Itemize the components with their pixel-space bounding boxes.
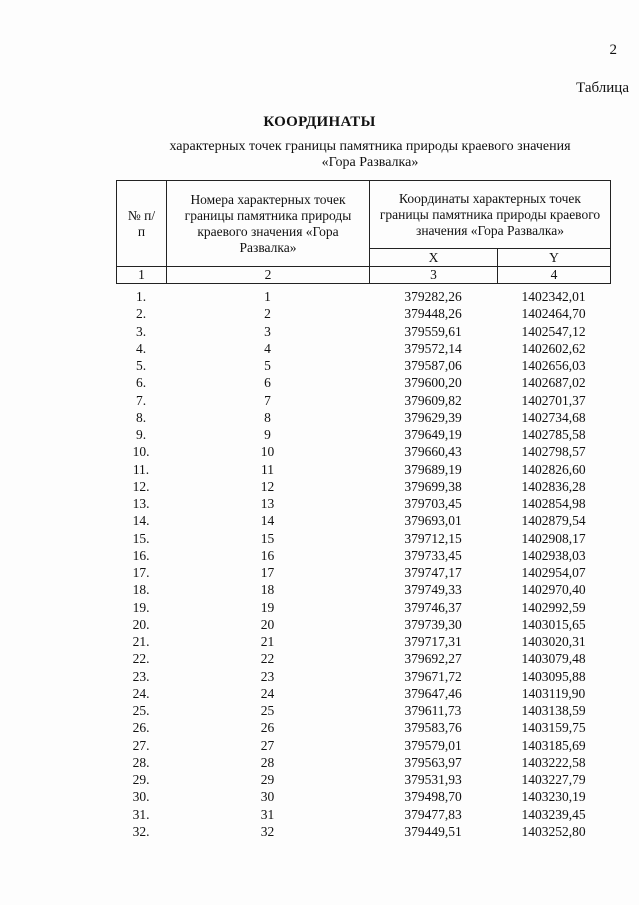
coord-y: 1403239,45 — [521, 806, 586, 822]
header-index-3: 3 — [370, 267, 498, 284]
point-number: 19 — [260, 599, 275, 615]
coord-y: 1402342,01 — [521, 289, 586, 304]
table-row — [116, 478, 610, 495]
table-row — [116, 357, 610, 374]
row-number: 1. — [135, 289, 147, 304]
coord-x: 379579,01 — [404, 737, 462, 753]
table-row — [116, 806, 610, 823]
coord-y: 1402854,98 — [521, 496, 586, 511]
row-number: 27. — [132, 737, 150, 753]
coord-x: 379629,39 — [404, 409, 462, 425]
point-number: 10 — [260, 444, 275, 460]
table-row — [116, 668, 610, 685]
point-number: 24 — [260, 685, 275, 701]
point-number: 31 — [260, 806, 275, 822]
page-number: 2 — [609, 42, 617, 58]
row-number: 22. — [132, 651, 150, 667]
row-number: 16. — [132, 547, 150, 563]
row-number: 7. — [135, 392, 147, 408]
coordinates-table-body — [116, 288, 610, 840]
coord-x: 379282,26 — [404, 289, 462, 304]
coord-x: 379448,26 — [404, 306, 462, 322]
point-number: 32 — [260, 823, 275, 839]
coord-y: 1403138,59 — [521, 703, 586, 718]
header-index-1: 1 — [117, 267, 167, 284]
coord-x: 379600,20 — [404, 375, 462, 391]
point-number: 20 — [260, 616, 275, 632]
point-number: 25 — [260, 703, 275, 718]
coord-x: 379647,46 — [404, 685, 462, 701]
table-row — [116, 374, 610, 391]
table-row — [116, 409, 610, 426]
header-x: X — [370, 249, 498, 267]
coord-y: 1403227,79 — [521, 772, 586, 787]
coord-x: 379712,15 — [404, 530, 462, 546]
point-number: 12 — [260, 478, 275, 494]
coord-y: 1402547,12 — [521, 323, 586, 339]
coord-x: 379699,38 — [404, 478, 462, 494]
coord-y: 1403252,80 — [521, 823, 586, 839]
row-number: 23. — [132, 668, 150, 684]
table-row — [116, 599, 610, 616]
coord-x: 379671,72 — [404, 668, 462, 684]
table-row — [116, 443, 610, 460]
point-number: 23 — [260, 668, 275, 684]
coord-y: 1402785,58 — [521, 427, 586, 442]
document-title: КООРДИНАТЫ — [263, 114, 376, 130]
table-row — [116, 288, 610, 305]
coord-y: 1402954,07 — [521, 565, 586, 580]
row-number: 28. — [132, 754, 150, 770]
row-number: 8. — [135, 409, 147, 425]
row-number: 14. — [132, 513, 150, 529]
coord-x: 379611,73 — [404, 703, 462, 718]
row-number: 9. — [135, 427, 147, 442]
coord-y: 1402798,57 — [521, 444, 586, 460]
row-number: 3. — [135, 323, 147, 339]
coord-y: 1402836,28 — [521, 478, 586, 494]
point-number: 7 — [264, 392, 271, 408]
coord-y: 1402602,62 — [521, 340, 586, 356]
point-number: 15 — [260, 530, 275, 546]
point-number: 17 — [260, 565, 275, 580]
row-number: 6. — [135, 375, 147, 391]
point-number: 28 — [260, 754, 275, 770]
point-number: 29 — [260, 772, 275, 787]
row-number: 29. — [132, 772, 150, 787]
coord-y: 1402701,37 — [521, 392, 586, 408]
table-row — [116, 650, 610, 667]
table-row — [116, 754, 610, 771]
row-number: 21. — [132, 634, 150, 649]
row-number: 5. — [135, 358, 147, 373]
row-number: 32. — [132, 823, 150, 839]
table-label: Таблица — [576, 80, 629, 96]
coord-y: 1403230,19 — [521, 789, 586, 805]
coord-x: 379498,70 — [404, 789, 462, 805]
header-col-number: № п/п — [117, 181, 167, 267]
table-row — [116, 564, 610, 581]
coord-y: 1403119,90 — [521, 685, 586, 701]
table-row — [116, 512, 610, 529]
point-number: 16 — [260, 547, 275, 563]
coord-y: 1403185,69 — [521, 737, 586, 753]
table-row — [116, 685, 610, 702]
coord-y: 1402656,03 — [521, 358, 586, 373]
coord-x: 379572,14 — [404, 340, 462, 356]
header-col-coordinates: Координаты характерных точек границы памятника природы краевого значения «Гора Развалка» — [370, 181, 611, 249]
row-number: 20. — [132, 616, 150, 632]
coord-x: 379649,19 — [404, 427, 462, 442]
point-number: 6 — [264, 375, 271, 391]
point-number: 11 — [261, 461, 274, 477]
coord-x: 379559,61 — [404, 323, 462, 339]
point-number: 3 — [264, 323, 271, 339]
coord-x: 379449,51 — [404, 823, 462, 839]
row-number: 10. — [132, 444, 150, 460]
coord-y: 1402938,03 — [521, 547, 586, 563]
table-row — [116, 495, 610, 512]
coord-y: 1402908,17 — [521, 530, 586, 546]
coord-x: 379692,27 — [404, 651, 462, 667]
point-number: 9 — [264, 427, 271, 442]
table-row — [116, 340, 610, 357]
table-row — [116, 392, 610, 409]
document-subtitle — [140, 139, 600, 171]
row-number: 24. — [132, 685, 150, 701]
row-number: 11. — [132, 461, 150, 477]
header-col-point-numbers: Номера характерных точек границы памятника природы краевого значения «Гора Развалка» — [167, 181, 370, 267]
subtitle-line-1: характерных точек границы памятника природы краевого значения — [169, 139, 571, 154]
point-number: 21 — [260, 634, 275, 649]
table-row — [116, 581, 610, 598]
subtitle-line-2: «Гора Развалка» — [321, 155, 419, 170]
header-index-4: 4 — [498, 267, 611, 284]
table-row — [116, 461, 610, 478]
coord-y: 1403095,88 — [521, 668, 586, 684]
coord-y: 1402992,59 — [521, 599, 586, 615]
coord-x: 379531,93 — [404, 772, 462, 787]
row-number: 26. — [132, 720, 150, 736]
row-number: 13. — [132, 496, 150, 511]
point-number: 30 — [260, 789, 275, 805]
coord-x: 379733,45 — [404, 547, 462, 563]
row-number: 15. — [132, 530, 150, 546]
coord-x: 379746,37 — [404, 599, 462, 615]
table-row — [116, 323, 610, 340]
table-row — [116, 530, 610, 547]
point-number: 4 — [264, 340, 271, 356]
row-number: 2. — [135, 306, 147, 322]
table-row — [116, 702, 610, 719]
table-row — [116, 547, 610, 564]
row-number: 4. — [135, 340, 147, 356]
row-number: 17. — [132, 565, 150, 580]
coord-x: 379477,83 — [404, 806, 462, 822]
coord-y: 1402970,40 — [521, 582, 586, 598]
coord-x: 379747,17 — [404, 565, 462, 580]
coord-x: 379717,31 — [404, 634, 462, 649]
table-row — [116, 305, 610, 322]
point-number: 26 — [260, 720, 275, 736]
table-row — [116, 426, 610, 443]
row-number: 25. — [132, 703, 150, 718]
point-number: 1 — [264, 289, 271, 304]
point-number: 2 — [264, 306, 271, 322]
point-number: 5 — [264, 358, 271, 373]
coord-x: 379689,19 — [404, 461, 462, 477]
coord-y: 1403020,31 — [521, 634, 586, 649]
point-number: 18 — [260, 582, 275, 598]
row-number: 12. — [132, 478, 150, 494]
table-row — [116, 823, 610, 840]
coord-x: 379749,33 — [404, 582, 462, 598]
point-number: 13 — [260, 496, 275, 511]
coord-x: 379739,30 — [404, 616, 462, 632]
coord-y: 1403222,58 — [521, 754, 586, 770]
point-number: 22 — [260, 651, 275, 667]
table-row — [116, 737, 610, 754]
coord-x: 379660,43 — [404, 444, 462, 460]
coord-y: 1402464,70 — [521, 306, 586, 322]
coord-y: 1403159,75 — [521, 720, 586, 736]
coord-y: 1402687,02 — [521, 375, 586, 391]
coord-y: 1402826,60 — [521, 461, 586, 477]
table-row — [116, 616, 610, 633]
row-number: 31. — [132, 806, 150, 822]
table-row — [116, 719, 610, 736]
coord-x: 379703,45 — [404, 496, 462, 511]
table-header — [116, 180, 611, 284]
coord-y: 1403079,48 — [521, 651, 586, 667]
table-row — [116, 788, 610, 805]
table-row — [116, 771, 610, 788]
table-row — [116, 633, 610, 650]
point-number: 14 — [260, 513, 275, 529]
row-number: 30. — [132, 789, 150, 805]
coord-y: 1402879,54 — [521, 513, 586, 529]
coord-x: 379587,06 — [404, 358, 462, 373]
coord-x: 379693,01 — [404, 513, 462, 529]
coord-y: 1402734,68 — [521, 409, 586, 425]
header-index-2: 2 — [167, 267, 370, 284]
coord-x: 379563,97 — [404, 754, 462, 770]
header-y: Y — [498, 249, 611, 267]
row-number: 18. — [132, 582, 150, 598]
point-number: 27 — [260, 737, 275, 753]
coord-x: 379583,76 — [404, 720, 462, 736]
coord-y: 1403015,65 — [521, 616, 586, 632]
row-number: 19. — [132, 599, 150, 615]
point-number: 8 — [264, 409, 271, 425]
coord-x: 379609,82 — [404, 392, 462, 408]
